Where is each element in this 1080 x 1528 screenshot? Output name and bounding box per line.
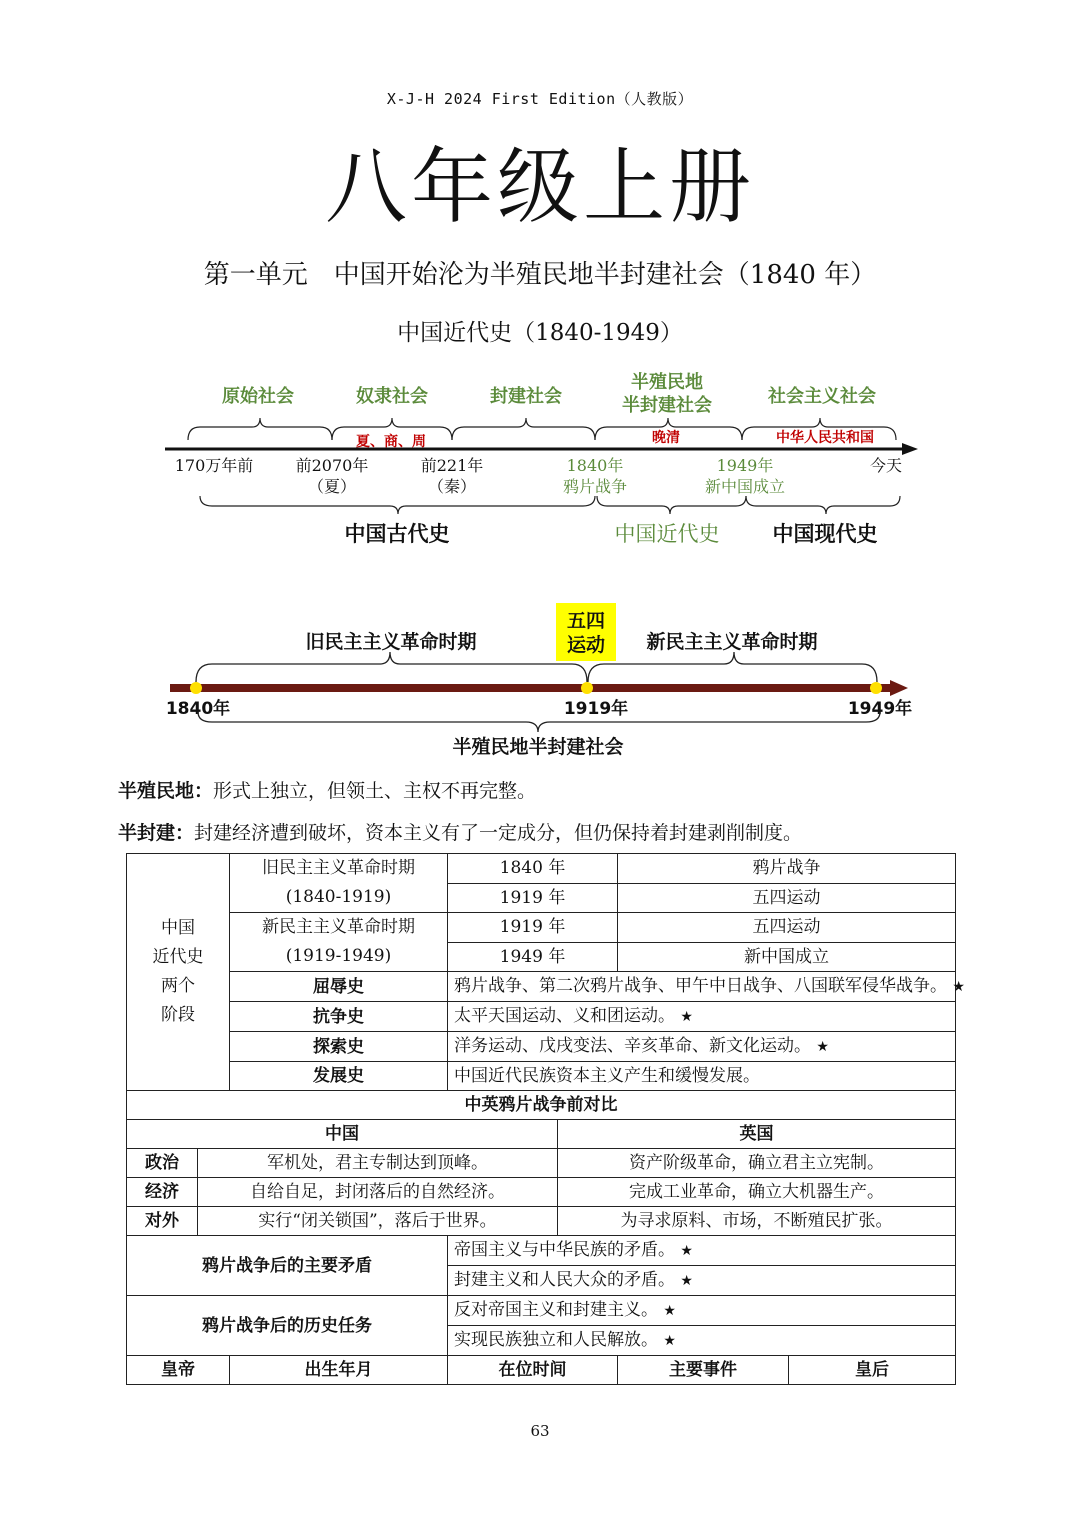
period-event: 五四运动	[618, 913, 956, 943]
definition-term: 半殖民地：	[118, 780, 214, 802]
emperor-header-events: 主要事件	[618, 1356, 789, 1385]
may-fourth-label-2: 运动	[566, 634, 606, 656]
may-fourth-label-1: 五四	[566, 610, 606, 632]
dot-1840	[190, 682, 202, 694]
task-label: 鸦片战争后的历史任务	[127, 1296, 448, 1356]
period-modern: 中国近代史	[614, 522, 720, 546]
emperor-header-emperor: 皇帝	[127, 1356, 230, 1385]
emperor-header-empress: 皇后	[789, 1356, 956, 1385]
contradiction-item: 封建主义和人民大众的矛盾。 ★	[448, 1266, 956, 1296]
group-label-line: 阶段	[161, 1005, 195, 1025]
history-label: 探索史	[230, 1032, 448, 1062]
compare-header-china: 中国	[127, 1120, 558, 1149]
brace-modern	[597, 496, 746, 514]
period-year: 1949 年	[448, 942, 618, 972]
date-new-china: 新中国成立	[704, 477, 786, 496]
compare-label: 经济	[127, 1178, 198, 1207]
compare-label: 政治	[127, 1149, 198, 1178]
period-year: 1919 年	[448, 913, 618, 943]
page-number: 63	[530, 1422, 550, 1440]
brace-semicolonial-society	[198, 712, 880, 732]
compare-title: 中英鸦片战争前对比	[127, 1091, 956, 1120]
history-label: 抗争史	[230, 1002, 448, 1032]
dynasty-late-qing: 晚清	[652, 430, 680, 446]
page-header: X-J-H 2024 First Edition（人教版）	[386, 90, 694, 108]
definition-text: 封建经济遭到破坏，资本主义有了一定成分，但仍保持着封建剥削制度。	[194, 822, 803, 844]
star-icon: ★	[952, 979, 965, 995]
emperor-header-birth: 出生年月	[230, 1356, 448, 1385]
star-icon: ★	[680, 1243, 693, 1259]
period-range: (1840-1919)	[285, 887, 392, 907]
society-feudal: 封建社会	[490, 386, 562, 407]
date-opium-war: 鸦片战争	[562, 477, 628, 496]
compare-label: 对外	[127, 1207, 198, 1236]
history-text: 洋务运动、戊戌变法、辛亥革命、新文化运动。 ★	[448, 1032, 956, 1062]
compare-britain: 完成工业革命，确立大机器生产。	[558, 1178, 956, 1207]
emperor-header-reign: 在位时间	[448, 1356, 618, 1385]
task-item: 实现民族独立和人民解放。 ★	[448, 1326, 956, 1356]
group-label-line: 近代史	[152, 947, 204, 967]
history-text: 中国近代民族资本主义产生和缓慢发展。	[448, 1062, 956, 1091]
contradiction-item: 帝国主义与中华民族的矛盾。 ★	[448, 1236, 956, 1266]
period-event: 五四运动	[618, 883, 956, 913]
dot-1919	[581, 682, 593, 694]
subtitle: 中国近代史（1840-1949）	[397, 320, 683, 346]
group-label-line: 中国	[161, 918, 195, 938]
period-name: 旧民主主义革命时期	[262, 858, 415, 878]
star-icon: ★	[663, 1333, 676, 1349]
date-170wan: 170万年前	[174, 456, 254, 475]
task-item: 反对帝国主义和封建主义。 ★	[448, 1296, 956, 1326]
brace-old-democratic	[196, 652, 587, 682]
star-icon: ★	[816, 1039, 829, 1055]
timeline-arrowhead	[902, 443, 918, 455]
definition-semicolonial	[118, 776, 536, 803]
summary-table	[126, 853, 965, 1385]
history-text: 鸦片战争、第二次鸦片战争、甲午中日战争、八国联军侵华战争。 ★	[448, 972, 956, 1002]
brace-contemporary	[746, 496, 900, 514]
group-label-cell	[127, 854, 230, 1091]
definition-semifeudal	[118, 818, 802, 845]
brace-new-democratic	[588, 652, 877, 682]
definition-term: 半封建：	[118, 822, 195, 844]
brace-ancient	[200, 496, 595, 514]
history-timeline-diagram	[0, 360, 1080, 560]
period-year: 1919 年	[448, 883, 618, 913]
period-contemporary: 中国现代史	[772, 522, 878, 546]
revolution-arrowhead	[890, 680, 908, 696]
society-socialist: 社会主义社会	[768, 386, 876, 407]
star-icon: ★	[663, 1303, 676, 1319]
revolution-period-diagram	[0, 600, 1080, 765]
date-qin: （秦）	[427, 477, 477, 496]
period-year: 1840 年	[448, 854, 618, 884]
star-icon: ★	[680, 1009, 693, 1025]
period-range: (1919-1949)	[285, 946, 392, 966]
brace-feudal	[452, 418, 595, 440]
year-1840: 1840年	[165, 699, 231, 719]
dynasty-xia-shang-zhou: 夏、商、周	[356, 434, 426, 450]
date-221bc: 前221年	[420, 456, 484, 475]
date-today: 今天	[869, 456, 903, 475]
new-period-cell	[230, 913, 448, 972]
dot-1949	[870, 682, 882, 694]
date-1949: 1949年	[716, 456, 774, 475]
group-label-line: 两个	[161, 976, 195, 996]
year-1919: 1919年	[563, 699, 629, 719]
star-icon: ★	[680, 1273, 693, 1289]
history-label: 发展史	[230, 1062, 448, 1091]
society-semifeudal: 半封建社会	[622, 395, 712, 416]
date-xia: （夏）	[307, 477, 357, 496]
period-event: 新中国成立	[618, 942, 956, 972]
compare-china: 军机处，君主专制达到顶峰。	[198, 1149, 558, 1178]
page-title: 八年级上册	[324, 140, 755, 235]
definition-text: 形式上独立，但领土、主权不再完整。	[213, 780, 537, 802]
period-name: 新民主主义革命时期	[262, 917, 415, 937]
period-event: 鸦片战争	[618, 854, 956, 884]
history-text: 太平天国运动、义和团运动。 ★	[448, 1002, 956, 1032]
semicolonial-society-label: 半殖民地半封建社会	[452, 736, 624, 758]
new-democratic-period: 新民主主义革命时期	[646, 631, 818, 653]
society-slave: 奴隶社会	[356, 386, 428, 407]
unit-title: 第一单元 中国开始沦为半殖民地半封建社会（1840 年）	[203, 260, 877, 290]
year-1949: 1949年	[847, 699, 913, 719]
date-1840: 1840年	[566, 456, 624, 475]
date-2070bc: 前2070年	[295, 456, 369, 475]
society-primitive: 原始社会	[222, 386, 294, 407]
dynasty-prc: 中华人民共和国	[776, 430, 874, 446]
compare-britain: 资产阶级革命，确立君主立宪制。	[558, 1149, 956, 1178]
brace-primitive	[188, 418, 332, 440]
society-semicolonial: 半殖民地	[631, 372, 703, 393]
old-period-cell	[230, 854, 448, 913]
compare-china: 自给自足，封闭落后的自然经济。	[198, 1178, 558, 1207]
compare-china: 实行“闭关锁国”，落后于世界。	[198, 1207, 558, 1236]
period-ancient: 中国古代史	[344, 522, 450, 546]
old-democratic-period: 旧民主主义革命时期	[305, 631, 477, 653]
history-label: 屈辱史	[230, 972, 448, 1002]
compare-header-britain: 英国	[558, 1120, 956, 1149]
contradiction-label: 鸦片战争后的主要矛盾	[127, 1236, 448, 1296]
compare-britain: 为寻求原料、市场，不断殖民扩张。	[558, 1207, 956, 1236]
